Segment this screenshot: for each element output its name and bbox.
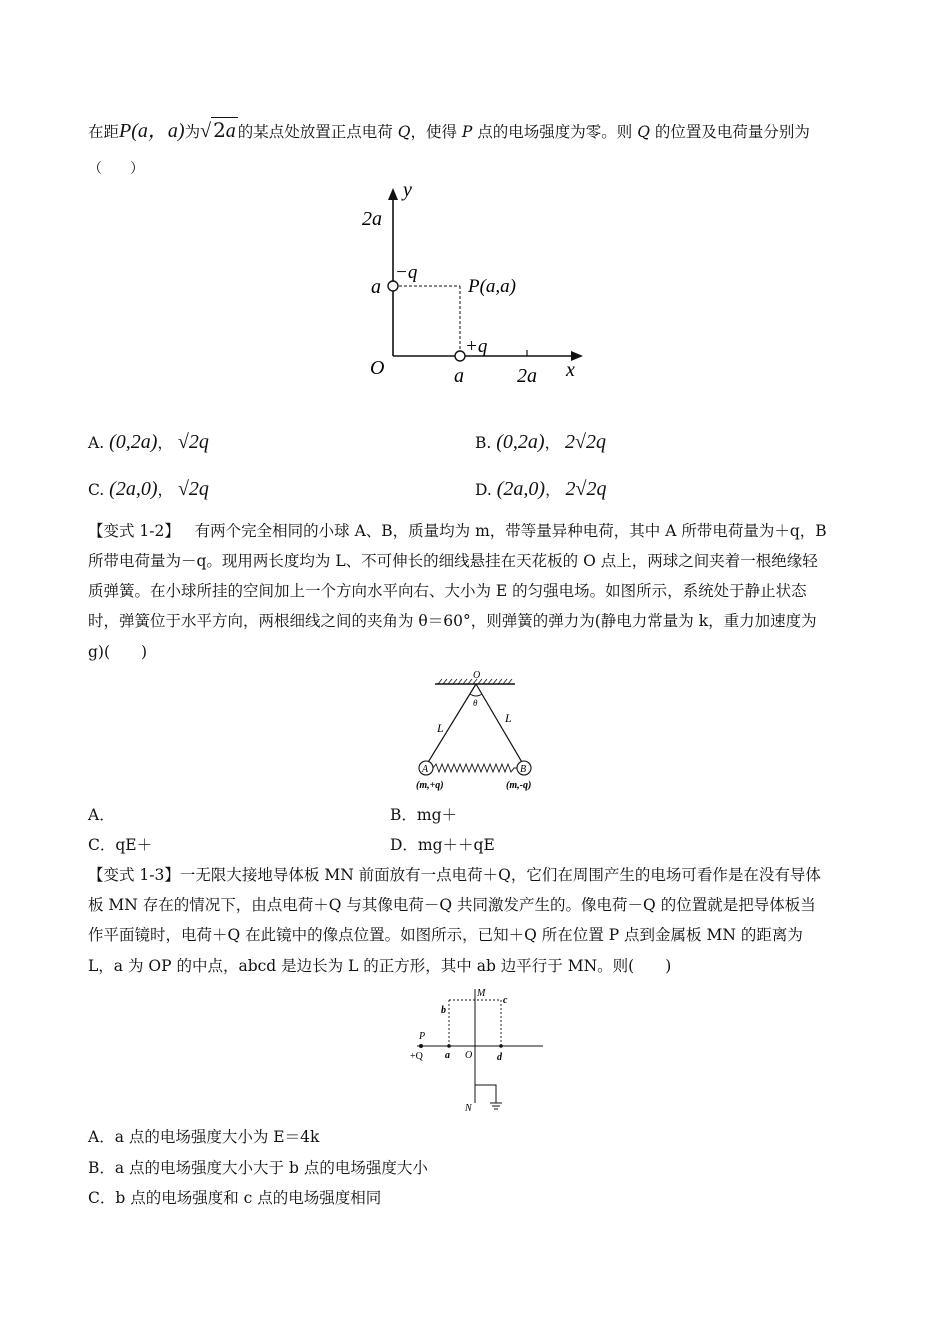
q3-figure bbox=[405, 983, 550, 1118]
q1-tick-2a-y-label: 2a bbox=[362, 208, 382, 230]
q1-stem-d: ，使得 bbox=[410, 123, 457, 141]
q1-option-c-sep: ， bbox=[157, 481, 174, 499]
q1-neg-charge-label: −q bbox=[395, 262, 418, 283]
q1-y-arrow bbox=[388, 188, 398, 200]
q3-line3: 作平面镜时，电荷＋Q 在此镜中的像点位置。如图所示，已知＋Q 所在位置 P 点到金属板 MN 的距离为 bbox=[88, 926, 803, 944]
q1-stem-a: 在距 bbox=[88, 123, 120, 141]
q3-o-label: O bbox=[465, 1050, 473, 1061]
q1-charge: Q bbox=[397, 123, 411, 141]
q3-option-a[interactable]: A．a 点的电场强度大小为 E＝4k bbox=[88, 1128, 320, 1146]
q3-n-label: N bbox=[465, 1103, 472, 1114]
q2-option-b[interactable]: B．mg＋ bbox=[390, 806, 458, 824]
q2-l-left-label: L bbox=[437, 721, 444, 735]
q3-d-label: d bbox=[497, 1052, 502, 1063]
q1-y-label: y bbox=[403, 179, 412, 201]
q1-stem-f: 的位置及电荷量分别为 bbox=[654, 123, 810, 141]
q1-pos-charge-dot bbox=[455, 351, 465, 361]
q1-dist-coef: 2 bbox=[213, 118, 226, 142]
q3-point-p bbox=[419, 1044, 423, 1048]
q1-option-c-val: √2q bbox=[177, 478, 209, 500]
q3-m-label: M bbox=[477, 988, 486, 999]
q2-option-c[interactable]: C．qE＋ bbox=[88, 836, 153, 854]
q3-line2: 板 MN 存在的情况下，由点电荷＋Q 与其像电荷－Q 共同激发产生的。像电荷－Q 的位置就是把导体板当 bbox=[88, 896, 816, 914]
q3-line1 bbox=[88, 864, 821, 886]
q3-ground-wire bbox=[475, 1085, 496, 1103]
q3-line1-text: 一无限大接地导体板 MN 前面放有一点电荷＋Q，它们在周围产生的电场可看作是在没有导体 bbox=[179, 866, 821, 884]
q2-spring bbox=[433, 764, 517, 772]
q1-option-c-pos: (2a,0) bbox=[109, 478, 158, 500]
q2-string-right bbox=[476, 684, 523, 764]
q1-tick-2a-x-label: 2a bbox=[517, 365, 537, 387]
q3-q-label: +Q bbox=[410, 1051, 423, 1062]
q2-ball-a-label: A bbox=[422, 764, 429, 775]
q1-option-b-pos: (0,2a) bbox=[496, 431, 545, 453]
q2-line1-text: 有两个完全相同的小球 A、B，质量均为 m，带等量异种电荷，其中 A 所带电荷量为＋q，B bbox=[194, 522, 827, 540]
q2-angle-arc bbox=[470, 694, 482, 696]
q1-option-d-pos: (2a,0) bbox=[496, 478, 546, 500]
q1-option-a[interactable] bbox=[88, 430, 209, 455]
q1-option-b[interactable] bbox=[475, 430, 606, 455]
q1-tick-a-y-label: a bbox=[371, 276, 381, 298]
q3-b-label: b bbox=[441, 1005, 446, 1016]
q1-option-c-letter: C. bbox=[88, 481, 105, 499]
q1-option-a-val: √2q bbox=[177, 431, 209, 453]
q1-stem-b: 为 bbox=[184, 123, 201, 141]
q3-tag: 【变式 1-3】 bbox=[88, 866, 180, 884]
q3-line4: L，a 为 OP 的中点，abcd 是边长为 L 的正方形，其中 ab 边平行于 MN。则( ) bbox=[88, 957, 672, 975]
q1-point-label: P(a,a) bbox=[468, 276, 517, 297]
q2-line5: g)( ) bbox=[88, 643, 148, 661]
q2-line4: 时，弹簧位于水平方向，两根细线之间的夹角为 θ＝60°，则弹簧的弹力为(静电力常量为 k，重力加速度为 bbox=[88, 612, 817, 630]
q2-line2: 所带电荷量为－q。现用两长度均为 L、不可伸长的细线悬挂在天花板的 O 点上，两球之间夹着一根绝缘轻 bbox=[88, 552, 818, 570]
q1-option-c[interactable] bbox=[88, 477, 209, 502]
q1-p: P bbox=[461, 123, 473, 141]
q1-stem-e: 点的电场强度为零。则 bbox=[477, 123, 633, 141]
q3-option-c[interactable]: C．b 点的电场强度和 c 点的电场强度相同 bbox=[88, 1189, 382, 1207]
q2-ball-a-mass-label: (m,+q) bbox=[416, 780, 444, 791]
q2-tag: 【变式 1-2】 bbox=[88, 522, 180, 540]
q1-pos-charge-label: +q bbox=[465, 336, 488, 357]
q1-option-a-sep: ， bbox=[157, 434, 173, 452]
q3-option-b[interactable]: B．a 点的电场强度大小大于 b 点的电场强度大小 bbox=[88, 1159, 428, 1177]
q3-point-a bbox=[447, 1044, 451, 1048]
q1-option-d[interactable] bbox=[475, 477, 607, 502]
q1-point: P(a，a) bbox=[119, 120, 185, 142]
q2-figure bbox=[416, 668, 550, 796]
q2-ball-b-mass-label: (m,-q) bbox=[506, 780, 532, 791]
q1-option-a-pos: (0,2a) bbox=[109, 431, 158, 453]
q1-tick-a-x-label: a bbox=[454, 365, 464, 387]
q1-option-d-sep: ， bbox=[545, 481, 561, 499]
q1-option-a-letter: A. bbox=[88, 434, 105, 452]
q2-line3: 质弹簧。在小球所挂的空间加上一个方向水平向右、大小为 E 的匀强电场。如图所示，系统处于静止状态 bbox=[88, 582, 807, 600]
q2-ball-b-label: B bbox=[520, 764, 527, 775]
q3-p-label: P bbox=[419, 1031, 426, 1042]
q2-string-left bbox=[427, 684, 476, 764]
q2-l-right-label: L bbox=[505, 711, 512, 725]
q1-paren-text: （ ） bbox=[88, 161, 144, 177]
q1-option-b-letter: B. bbox=[475, 434, 492, 452]
q1-stem-c: 的某点处放置正点电荷 bbox=[237, 123, 393, 141]
q1-dist-var: a bbox=[225, 120, 236, 142]
q1-paren bbox=[88, 158, 144, 180]
q1-stem-line1: 在距P(a，a)为√ 2a 的某点处放置正点电荷 Q，使得 P 点的电场强度为零。则 Q 的位置及电荷量分别为 bbox=[88, 118, 810, 142]
q1-x-label: x bbox=[566, 359, 575, 381]
q1-figure bbox=[355, 180, 595, 385]
q1-option-d-letter: D. bbox=[475, 481, 492, 499]
q3-point-d bbox=[499, 1044, 503, 1048]
q3-c-label: c bbox=[503, 995, 508, 1006]
q2-theta-label: θ bbox=[473, 698, 478, 708]
q2-line1 bbox=[88, 520, 827, 542]
q2-option-a[interactable]: A． bbox=[88, 806, 115, 824]
q1-origin-label: O bbox=[370, 357, 385, 379]
q2-o-label: O bbox=[473, 670, 481, 681]
q2-option-d[interactable]: D．mg＋＋qE bbox=[390, 836, 495, 854]
q1-option-b-val: 2√2q bbox=[565, 431, 607, 453]
q1-option-b-sep: ， bbox=[544, 434, 561, 452]
q1-option-d-val: 2√2q bbox=[565, 478, 607, 500]
q3-a-label: a bbox=[445, 1050, 450, 1061]
